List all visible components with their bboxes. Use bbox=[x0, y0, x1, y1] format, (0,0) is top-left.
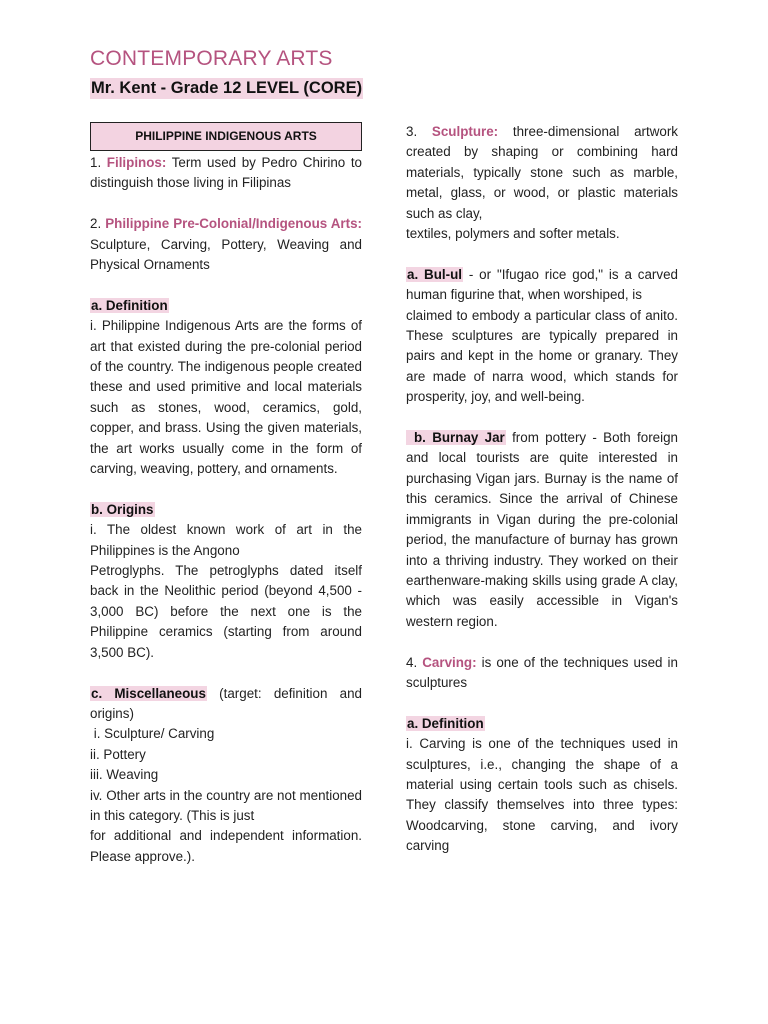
right-column bbox=[406, 122, 678, 857]
bulul-text-2: claimed to embody a particular class of anito. These sculptures are typically prepared in pairs and kept in the home or granary. They are made of narra wood, which stands for prosperity, joy, and well-being. bbox=[406, 307, 678, 405]
subheading-carving-definition: a. Definition bbox=[407, 715, 484, 731]
misc-section bbox=[90, 684, 362, 725]
definition-section bbox=[90, 296, 362, 316]
document-title: CONTEMPORARY ARTS bbox=[90, 47, 333, 70]
misc-item: i. Sculpture/ Carving bbox=[90, 726, 215, 742]
carving-definition-section bbox=[406, 714, 678, 734]
burnay-text: from pottery - Both foreign and local tourists are quite interested in purchasing Vigan jars. Burnay is the name of this ceramics. Since the arrival of Chinese immigrants in Vigan during the pre-colonial period, the manufacture of burnay has grown into a thriving industry. They worked on their earthenware-making skills using grade A clay, which was easily accessible in Vigan's western region. bbox=[406, 430, 678, 629]
misc-item-other-b: for additional and independent information. Please approve.). bbox=[90, 828, 362, 864]
subheading-burnay-jar: b. Burnay Jar bbox=[406, 430, 506, 445]
left-column bbox=[90, 122, 362, 867]
misc-note: (target: definition and origins) bbox=[90, 685, 362, 721]
definition-text: i. Philippine Indigenous Arts are the forms of art that existed during the pre-colonial period of the country. The indigenous people created these and used primitive and local materials such as stones, wood, ceramics, gold, copper, and brass. Using the given materials, the art works usually come in the form of carving, weaving, pottery, and ornaments. bbox=[90, 318, 362, 477]
burnay-section bbox=[406, 428, 678, 632]
term-text: Term used by Pedro Chirino to distinguish those living in Filipinas bbox=[90, 155, 362, 191]
term-label: Sculpture: bbox=[431, 124, 499, 139]
bulul-section bbox=[406, 265, 678, 306]
origins-section bbox=[90, 500, 362, 520]
section-heading-box: PHILIPPINE INDIGENOUS ARTS bbox=[90, 122, 362, 151]
subheading-origins: b. Origins bbox=[91, 501, 154, 517]
term-label: Carving: bbox=[422, 654, 477, 670]
origins-text: Petroglyphs. The petroglyphs dated itself back in the Neolithic period (beyond 4,500 - 3,000 BC) before the next one is the Philippine ceramics (starting from around 3,500 BC). bbox=[90, 563, 362, 660]
term-text: three-dimensional artwork created by shaping or combining hard materials, typically stone such as marble, metal, glass, or wood, or plastic materials such as clay, bbox=[406, 124, 678, 221]
term-text: is one of the techniques used in sculptures bbox=[406, 654, 678, 690]
subheading-definition: a. Definition bbox=[91, 297, 168, 313]
bulul-text: - or "Ifugao rice god," is a carved human figurine that, when worshiped, is bbox=[406, 266, 678, 303]
sculpture-line-2: textiles, polymers and softer metals. bbox=[406, 226, 620, 242]
term-label: Philippine Pre-Colonial/Indigenous Arts: bbox=[105, 216, 362, 232]
item-number: 4. bbox=[406, 654, 418, 670]
item-number: 1. bbox=[90, 155, 102, 170]
item-number: 2. bbox=[90, 216, 102, 232]
document-subtitle: Mr. Kent - Grade 12 LEVEL (CORE) bbox=[91, 79, 363, 97]
subheading-bulul: a. Bul-ul bbox=[407, 266, 462, 282]
origins-line-1: i. The oldest known work of art in the Philippines is the Angono bbox=[90, 522, 362, 558]
misc-item: iii. Weaving bbox=[90, 767, 159, 783]
misc-item: ii. Pottery bbox=[90, 746, 146, 762]
item-sculpture bbox=[406, 122, 678, 224]
carving-definition-text: i. Carving is one of the techniques used in sculptures, i.e., changing the shape of a material using certain tools such as chisels. They classify themselves into three types: Woodcarving, stone carving, and ivory carving bbox=[406, 736, 678, 854]
term-label: Filipinos: bbox=[106, 155, 167, 170]
item-indigenous-arts bbox=[90, 214, 362, 275]
subheading-miscellaneous: c. Miscellaneous bbox=[91, 685, 206, 701]
misc-item-other-a: iv. Other arts in the country are not mentioned in this category. (This is just bbox=[90, 787, 362, 823]
term-text: Sculpture, Carving, Pottery, Weaving and Physical Ornaments bbox=[90, 236, 362, 273]
item-carving bbox=[406, 653, 678, 694]
item-number: 3. bbox=[406, 124, 418, 139]
item-filipinos bbox=[90, 153, 362, 194]
